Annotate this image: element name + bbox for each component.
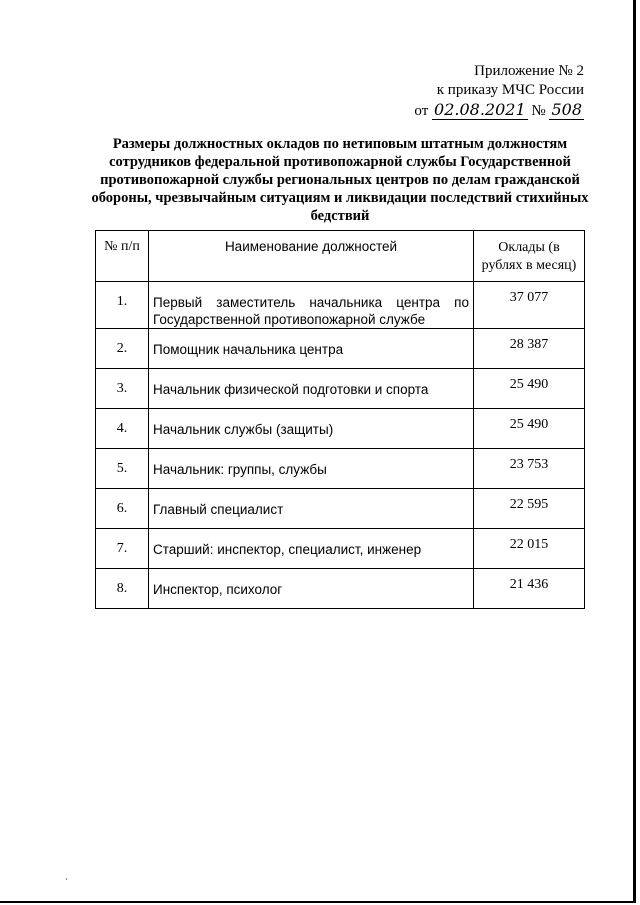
row-number: 1. — [96, 282, 149, 329]
row-number: 3. — [96, 369, 149, 409]
salary-amount: 37 077 — [474, 282, 585, 329]
table-row — [96, 282, 585, 329]
table-row — [96, 569, 585, 609]
header-position-name: Наименование должностей — [149, 231, 474, 282]
salary-amount: 25 490 — [474, 409, 585, 449]
position-name: Инспектор, психолог — [149, 569, 474, 609]
table-row — [96, 329, 585, 369]
date-prefix: от — [414, 103, 429, 119]
appendix-date-line — [414, 100, 584, 121]
salary-amount: 23 753 — [474, 449, 585, 489]
handwritten-order-number: 508 — [551, 100, 582, 119]
header-number: № п/п — [96, 231, 149, 282]
table-row — [96, 449, 585, 489]
position-name: Первый заместитель начальника центра по Государственной противопожарной службе — [149, 282, 474, 329]
table-row — [96, 489, 585, 529]
number-prefix: № — [531, 103, 546, 119]
document-title: Размеры должностных окладов по нетиповым штатным должностям сотрудников федеральной противопожарной службы Государственной противопожарной службы региональных центров по делам гражданской обороны, чрезвычайным ситуациям и ликвидации последствий стихийных бедствий — [91, 136, 589, 224]
salary-amount: 25 490 — [474, 369, 585, 409]
row-number: 2. — [96, 329, 149, 369]
salary-amount: 21 436 — [474, 569, 585, 609]
table-row — [96, 529, 585, 569]
scan-artifact — [66, 878, 67, 880]
position-name: Начальник физической подготовки и спорта — [149, 369, 474, 409]
position-name: Начальник службы (защиты) — [149, 409, 474, 449]
row-number: 5. — [96, 449, 149, 489]
salary-amount: 28 387 — [474, 329, 585, 369]
header-salary: Оклады (в рублях в месяц) — [474, 231, 585, 282]
salary-amount: 22 595 — [474, 489, 585, 529]
appendix-header — [414, 62, 584, 121]
table-row — [96, 409, 585, 449]
salary-amount: 22 015 — [474, 529, 585, 569]
table-header-row — [96, 231, 585, 282]
handwritten-date: 02.08.2021 — [434, 100, 526, 119]
salary-table — [95, 230, 585, 609]
row-number: 6. — [96, 489, 149, 529]
position-name: Начальник: группы, службы — [149, 449, 474, 489]
row-number: 8. — [96, 569, 149, 609]
row-number: 4. — [96, 409, 149, 449]
position-name: Главный специалист — [149, 489, 474, 529]
appendix-order-reference: к приказу МЧС России — [436, 82, 584, 98]
row-number: 7. — [96, 529, 149, 569]
position-name: Помощник начальника центра — [149, 329, 474, 369]
appendix-number: Приложение № 2 — [474, 63, 584, 79]
position-name: Старший: инспектор, специалист, инженер — [149, 529, 474, 569]
table-row — [96, 369, 585, 409]
